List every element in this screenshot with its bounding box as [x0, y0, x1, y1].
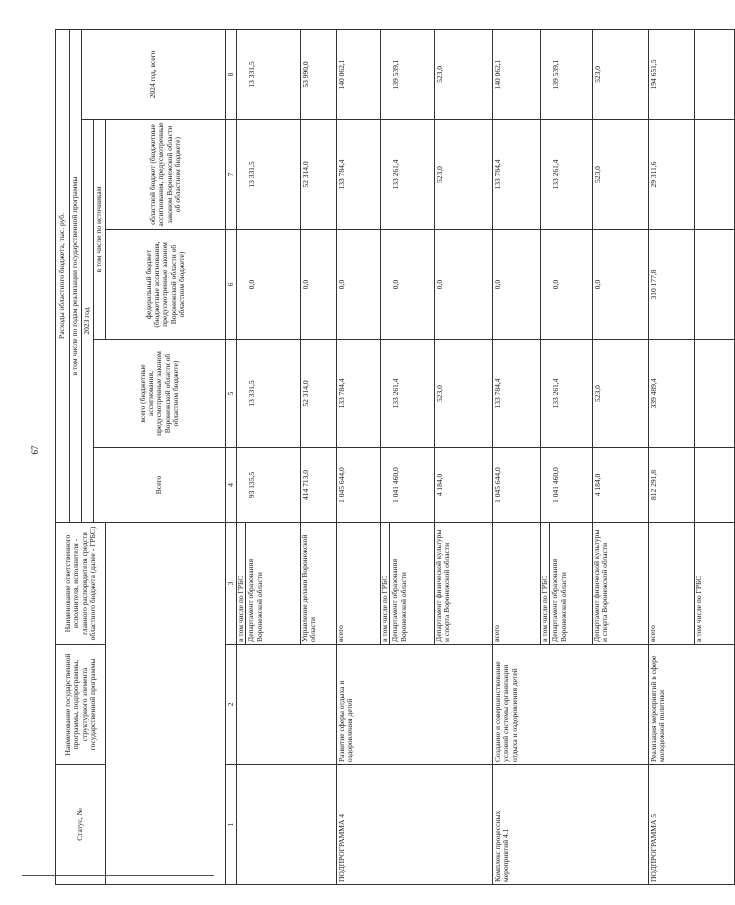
value-cell-regional: 133 784,4	[337, 120, 381, 230]
executor-cell	[237, 523, 301, 645]
value-cell-federal: 0,0	[435, 230, 493, 340]
executor-line: Департамент физической культуры и спорта Воронежской области	[592, 529, 610, 642]
executor-cell	[301, 523, 337, 645]
value-cell-federal: 0,0	[381, 230, 435, 340]
value-cell-federal	[695, 230, 735, 340]
status-cell: ПОДПРОГРАММА 4	[337, 765, 493, 885]
header-federal: федеральный бюджет (бюджетные ассигнования, предусмотренные законом Воронежской области об областном бюджете)	[106, 230, 226, 340]
value-cell-y2023: 523,0	[435, 340, 493, 448]
header-status: Статус, №	[56, 765, 106, 885]
col-index: 5	[226, 340, 237, 448]
value-cell-y2023: 133 784,4	[493, 340, 541, 448]
status-cell: ПОДПРОГРАММА 5	[649, 765, 735, 885]
value-cell-total: 1 045 644,0	[493, 448, 541, 523]
header-spacer	[106, 523, 226, 885]
value-cell-federal: 0,0	[301, 230, 337, 340]
executor-line: Департамент образования Воронежской области	[549, 523, 569, 644]
value-cell-y2023: 133 261,4	[541, 340, 593, 448]
header-by-years: в том числе по годам реализации государственной программы	[70, 29, 82, 522]
value-cell-total: 93 135,5	[237, 448, 301, 523]
value-cell-federal: 0,0	[237, 230, 301, 340]
executor-line: Управление делами Воронежской области	[300, 534, 318, 642]
value-cell-y2023: 133 261,4	[381, 340, 435, 448]
table-row	[493, 29, 541, 884]
table-row	[237, 29, 301, 884]
value-cell-total: 1 045 644,0	[337, 448, 381, 523]
budget-table	[55, 29, 735, 885]
value-cell-federal: 0,0	[593, 230, 649, 340]
header-total: Всего	[94, 448, 226, 523]
executor-cell	[493, 523, 541, 645]
value-cell-y2023: 133 784,4	[337, 340, 381, 448]
value-cell-y2023: 52 314,0	[301, 340, 337, 448]
value-cell-total: 4 184,0	[435, 448, 493, 523]
value-cell-federal: 0,0	[493, 230, 541, 340]
value-cell-total: 4 184,0	[593, 448, 649, 523]
executor-line: Департамент образования Воронежской области	[245, 523, 265, 644]
value-cell-federal: 0,0	[337, 230, 381, 340]
executor-cell	[695, 523, 735, 645]
value-cell-y2024: 523,0	[435, 29, 493, 119]
executor-line: Департамент физической культуры и спорта Воронежской области	[434, 529, 452, 642]
value-cell-y2024: 53 990,0	[301, 29, 337, 119]
program-name-cell: Развитие сферы отдыха и оздоровления детей	[337, 645, 493, 765]
value-cell-y2024: 139 539,1	[381, 29, 435, 119]
program-name-cell: Создание и совершенствование условий системы организации отдыха и оздоровления детей	[493, 645, 649, 765]
executor-cell	[541, 523, 593, 645]
table-body	[56, 29, 735, 884]
executor-cell	[649, 523, 695, 645]
value-cell-total: 812 291,8	[649, 448, 695, 523]
value-cell-regional	[695, 120, 735, 230]
value-cell-regional: 29 311,6	[649, 120, 695, 230]
table-row	[649, 29, 695, 884]
header-name: Наименование государственной программы, подпрограммы, структурного элемента государственной программы	[56, 645, 106, 765]
rotated-page-content	[55, 30, 703, 885]
header-regional: областной бюджет (бюджетные ассигнования, предусмотренные законом Воронежской области об областном бюджете)	[106, 120, 226, 230]
executor-line: в том числе по ГРБС	[540, 575, 549, 642]
value-cell-y2024: 13 331,5	[237, 29, 301, 119]
status-cell: Комплекс процессных мероприятий 4.1	[493, 765, 649, 885]
value-cell-regional: 523,0	[435, 120, 493, 230]
value-cell-regional: 133 261,4	[541, 120, 593, 230]
col-index: 8	[226, 29, 237, 119]
value-cell-y2024: 523,0	[593, 29, 649, 119]
executor-cell	[381, 523, 435, 645]
value-cell-y2024: 140 062,1	[493, 29, 541, 119]
value-cell-total	[695, 448, 735, 523]
value-cell-y2023: 339 489,4	[649, 340, 695, 448]
col-index: 3	[226, 523, 237, 645]
header-year-2023: 2023 год	[82, 120, 94, 523]
value-cell-federal: 310 177,8	[649, 230, 695, 340]
table-row	[337, 29, 381, 884]
executor-cell	[337, 523, 381, 645]
column-index-row	[226, 29, 237, 884]
value-cell-y2024: 194 651,5	[649, 29, 695, 119]
header-year-2024: 2024 год, всего	[82, 29, 226, 119]
value-cell-regional: 133 261,4	[381, 120, 435, 230]
executor-cell	[593, 523, 649, 645]
col-index: 2	[226, 645, 237, 765]
value-cell-y2024: 139 539,1	[541, 29, 593, 119]
executor-line: в том числе по ГРБС	[380, 575, 389, 642]
program-name-cell: Реализация мероприятий в сфере молодежной политики	[649, 645, 735, 765]
executor-cell	[435, 523, 493, 645]
header-executor: Наименование ответственного исполнителя, исполнителя - главного распорядителя средств областного бюджета (далее - ГРБС)	[56, 523, 106, 645]
value-cell-total: 1 041 460,0	[381, 448, 435, 523]
header-expenses: Расходы областного бюджета, тыс. руб.	[56, 29, 70, 522]
value-cell-y2023: 523,0	[593, 340, 649, 448]
value-cell-federal: 0,0	[541, 230, 593, 340]
value-cell-regional: 13 331,5	[237, 120, 301, 230]
header-by-sources: в том числе по источникам	[94, 120, 106, 340]
executor-line: всего	[648, 625, 657, 642]
program-name-cell	[237, 645, 337, 765]
value-cell-y2023	[695, 340, 735, 448]
col-index: 4	[226, 448, 237, 523]
value-cell-regional: 52 314,0	[301, 120, 337, 230]
value-cell-total: 1 041 460,0	[541, 448, 593, 523]
header-total-all: всего (бюджетные ассигнования, предусмотренные законом Воронежской области об областном бюджете)	[94, 340, 226, 448]
col-index: 6	[226, 230, 237, 340]
executor-line: в том числе по ГРБС	[694, 575, 703, 642]
executor-line: Департамент образования Воронежской области	[389, 523, 409, 644]
value-cell-y2023: 13 331,5	[237, 340, 301, 448]
executor-line: в том числе по ГРБС	[236, 575, 245, 642]
col-index: 7	[226, 120, 237, 230]
value-cell-regional: 523,0	[593, 120, 649, 230]
executor-line: всего	[336, 625, 345, 642]
value-cell-total: 414 713,0	[301, 448, 337, 523]
value-cell-y2024: 140 062,1	[337, 29, 381, 119]
value-cell-y2024	[695, 29, 735, 119]
page-number: 67	[30, 445, 40, 455]
value-cell-regional: 133 784,4	[493, 120, 541, 230]
executor-line: всего	[492, 625, 501, 642]
col-index: 1	[226, 765, 237, 885]
status-cell	[237, 765, 337, 885]
